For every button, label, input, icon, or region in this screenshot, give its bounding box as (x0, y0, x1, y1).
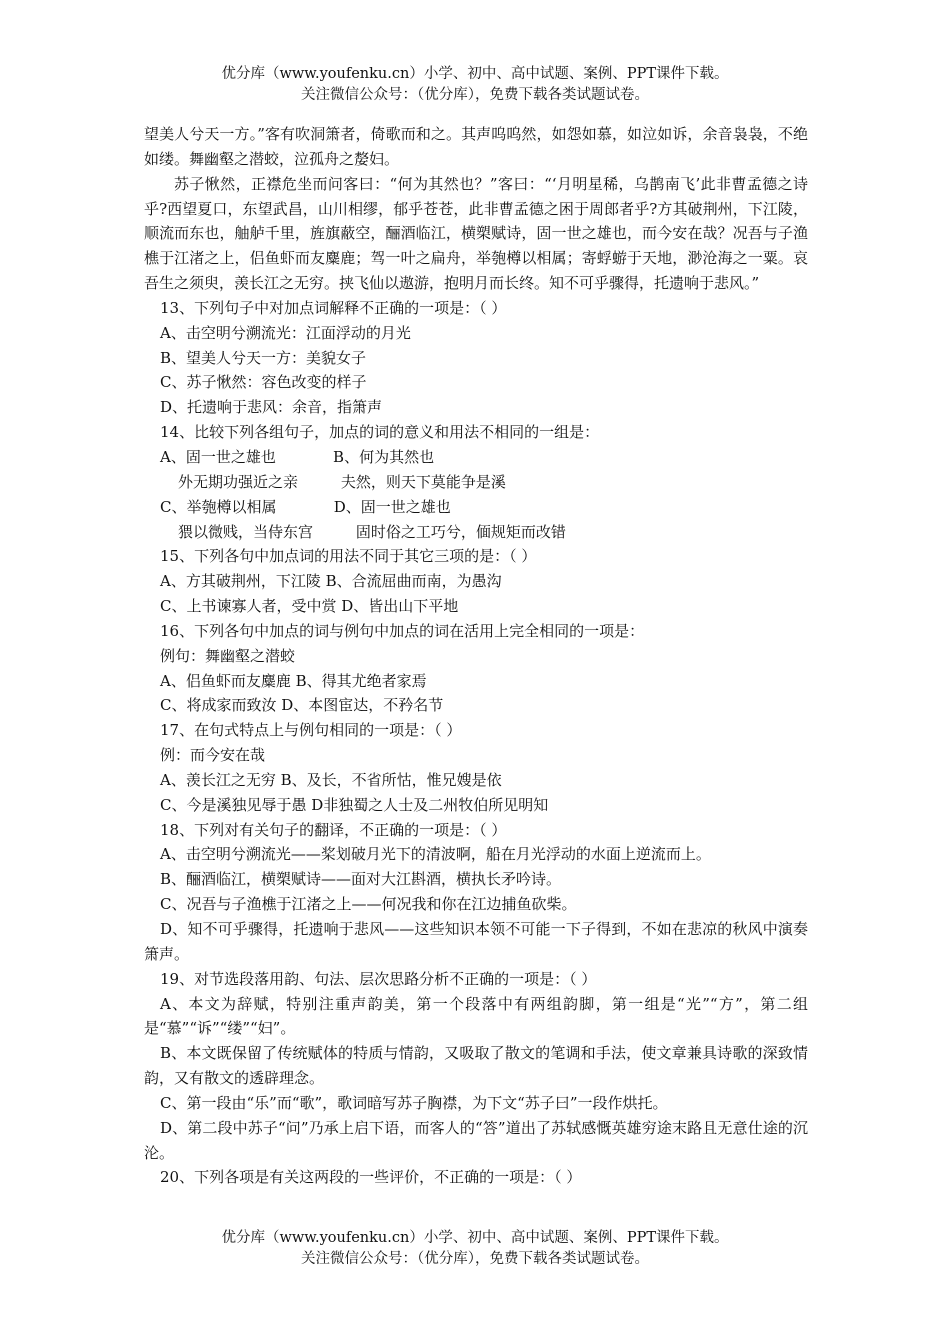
question-16-options-cd: C、将成家而致汝 D、本图宦达，不矜名节 (160, 696, 444, 715)
question-16-stem: 16、下列各句中加点的词与例句中加点的词在活用上完全相同的一项是： (160, 621, 645, 640)
question-14-stem: 14、比较下列各组句子，加点的词的意义和用法不相同的一组是： (160, 423, 600, 442)
question-18-option-a: A、击空明兮溯流光——桨划破月光下的清波啊，船在月光浮动的水面上逆流而上。 (160, 845, 711, 864)
passage-paragraph-1: 望美人兮天一方。”客有吹洞箫者，倚歌而和之。其声呜呜然，如怨如慕，如泣如诉，余音袅袅，不绝如缕。舞幽壑之潜蛟，泣孤舟之嫠妇。 (144, 125, 808, 168)
question-18-option-c: C、况吾与子渔樵于江渚之上——何况我和你在江边捕鱼砍柴。 (160, 895, 577, 914)
header-line-1: 优分库（www.youfenku.cn）小学、初中、高中试题、案例、PPT课件下载。 (221, 66, 729, 82)
question-19-stem: 19、对节选段落用韵、句法、层次思路分析不正确的一项是：（ ） (160, 969, 597, 988)
question-15-options-cd: C、上书谏寡人者，受中赏 D、皆出山下平地 (160, 597, 459, 616)
page-header (0, 64, 950, 106)
page-footer (0, 1228, 950, 1270)
question-13-option-c: C、苏子愀然：容色改变的样子 (160, 373, 367, 392)
question-18-stem: 18、下列对有关句子的翻译，不正确的一项是：（ ） (160, 820, 507, 839)
question-13-option-b: B、望美人兮天一方：美貌女子 (160, 348, 367, 367)
question-17-stem: 17、在句式特点上与例句相同的一项是：（ ） (160, 721, 462, 740)
header-line-2: 关注微信公众号：（优分库），免费下载各类试题试卷。 (301, 87, 649, 103)
question-18-option-b: B、酾酒临江，横槊赋诗——面对大江斟酒，横执长矛吟诗。 (160, 870, 562, 889)
question-17-example: 例：而今安在哉 (160, 746, 266, 765)
question-20-stem: 20、下列各项是有关这两段的一些评价，不正确的一项是：（ ） (160, 1168, 582, 1187)
question-19-option-b: B、本文既保留了传统赋体的特质与情韵，又吸取了散文的笔调和手法，使文章兼具诗歌的深致情韵，又有散文的透辟理念。 (144, 1044, 808, 1088)
question-19-option-c: C、第一段由“乐”而“歌”，歌词暗写苏子胸襟，为下文“苏子曰”一段作烘托。 (160, 1093, 668, 1112)
question-17-options-cd: C、今是溪独见辱于愚 D非独蜀之人士及二州牧伯所见明知 (160, 795, 549, 814)
question-14-sentences-cd: 猥以微贱，当侍东宫 固时俗之工巧兮，偭规矩而改错 (178, 522, 566, 541)
question-14-sentences-ab: 外无期功强近之亲 夫然，则天下莫能争是溪 (178, 472, 506, 491)
question-18-option-d: D、知不可乎骤得，托遗响于悲风——这些知识本领不可能一下子得到，不如在悲凉的秋风中演奏箫声。 (144, 920, 808, 963)
question-19-option-d: D、第二段中苏子“问”乃承上启下语，而客人的“答”道出了苏轼感慨英雄穷途末路且无意仕途的沉沦。 (144, 1118, 808, 1162)
footer-line-2: 关注微信公众号：（优分库），免费下载各类试题试卷。 (301, 1251, 649, 1267)
passage-paragraph-2: 苏子愀然，正襟危坐而问客曰：“何为其然也？”客曰：“‘月明星稀，乌鹊南飞’此非曹孟德之诗乎?西望夏口，东望武昌，山川相缪，郁乎苍苍，此非曹孟德之困于周郎者乎?方其破荆州，下江陵，顺流而东也，舳舻千里，旌旗蔽空，酾酒临江，横槊赋诗，固一世之雄也，而今安在哉？况吾与子渔樵于江渚之上，侣鱼虾而友麋鹿；驾一叶之扁舟，举匏樽以相属；寄蜉蝣于天地，渺沧海之一粟。哀吾生之须臾，羡长江之无穷。挟飞仙以遨游，抱明月而长终。知不可乎骤得，托遗响于悲风。” (144, 174, 808, 293)
question-13-stem: 13、下列句子中对加点词解释不正确的一项是：（ ） (160, 298, 507, 317)
question-14-options-cd: C、举匏樽以相属 D、固一世之雄也 (160, 497, 451, 516)
footer-line-1: 优分库（www.youfenku.cn）小学、初中、高中试题、案例、PPT课件下载。 (221, 1230, 729, 1246)
question-15-options-ab: A、方其破荆州，下江陵 B、合流屈曲而南，为愚沟 (160, 572, 502, 591)
question-15-stem: 15、下列各句中加点词的用法不同于其它三项的是：（ ） (160, 547, 537, 566)
question-16-options-ab: A、侣鱼虾而友麋鹿 B、得其尤绝者家焉 (160, 671, 427, 690)
question-16-example: 例句：舞幽壑之潜蛟 (160, 646, 296, 665)
question-17-options-ab: A、羡长江之无穷 B、及长，不省所怙，惟兄嫂是依 (160, 770, 502, 789)
document-body (144, 122, 808, 1190)
question-14-options-ab: A、固一世之雄也 B、何为其然也 (160, 447, 435, 466)
question-13-option-d: D、托遗响于悲风：余音，指箫声 (160, 398, 383, 417)
question-13-option-a: A、击空明兮溯流光：江面浮动的月光 (160, 323, 411, 342)
question-19-option-a: A、本文为辞赋，特别注重声韵美，第一个段落中有两组韵脚，第一组是“光”“方”，第二组是“慕”“诉”“缕”“妇”。 (144, 994, 808, 1038)
